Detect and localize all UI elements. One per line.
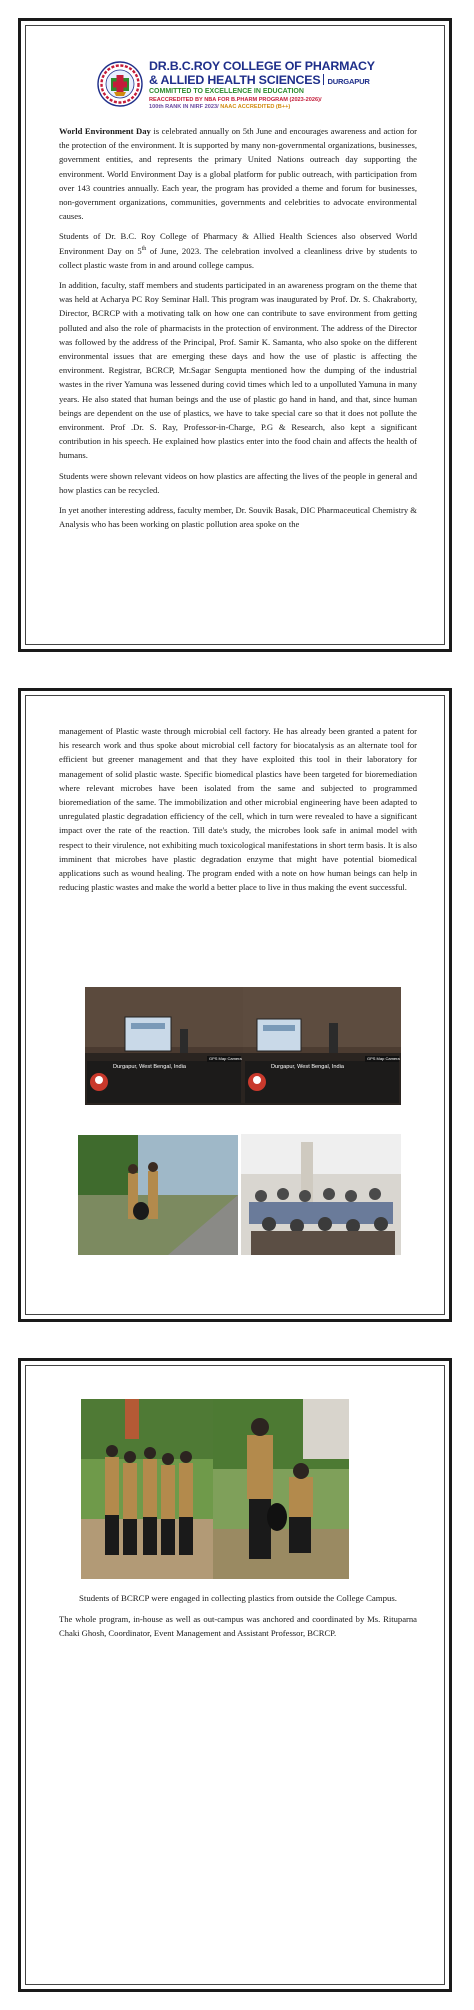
logo-city: DURGAPUR [327, 77, 370, 86]
logo-allied: & ALLIED HEALTH SCIENCES [149, 73, 321, 87]
logo-motto: COMMITTED TO EXCELLENCE IN EDUCATION [149, 88, 304, 95]
paragraph: In yet another interesting address, faculty member, Dr. Souvik Basak, DIC Pharmaceutical Chemistry & Analysis who has been working on plastic pollution area spoke on the [59, 505, 417, 530]
seminar-hall-photo-1 [85, 987, 243, 1105]
paragraph: The whole program, in-house as well as out-campus was anchored and coordinated by Ms. Rituparna Chaki Ghosh, Coordinator, Event Management and Assistant Professor, BCRCP. [59, 1614, 417, 1639]
college-seal-icon [97, 61, 143, 107]
logo-college-name-line2 [149, 73, 370, 87]
page-2 [18, 688, 452, 1322]
logo-nirf: 100th RANK IN NIRF 2023/ [149, 104, 219, 110]
paragraph: management of Plastic waste through microbial cell factory. He has already been granted a patent for his research work and thus spoke about microbial cell factory for biocatalysis as an alternate tool for efficient but greener management and that they have exploited this tool in their laboratory for management of solid plastic waste. Specific biomedical plastics have been targeted for bioremediation where relevant microbes have been isolated from the same and subjected to programmed bioremediation of the same. The immobilization and other microbial engineering have been adapted to unregulated plastic degradation efficiency of the cell, which in turn were revealed to have a significant impact over the rate of the reaction. Till date's study, the microbes look safe in animal model with respect to their virulence, not exhibiting much toxicological manifestations in short term basis. It is also imminent that microbes have plastic degradation enzyme that might have potential biomedical applications such as wound healing. The program ended with a note on how human beings can help in reducing plastic wastes and make the world a better place to live in thus making the event successful. [59, 726, 417, 893]
logo-divider [323, 74, 324, 85]
gps-camera-tag: GPS Map Camera [367, 1056, 400, 1061]
logo-nba: REACCREDITED BY NBA FOR B.PHARM PROGRAM (2023-2026)/ [149, 97, 322, 103]
page-1-body [59, 124, 417, 537]
page-2-body [59, 724, 417, 900]
logo-nirf-naac [149, 104, 290, 110]
students-collecting-photo [213, 1399, 349, 1579]
paragraph-text: is celebrated annually on 5th June and encourages awareness and action for the protection of the environment. It is supported by many non-governmental organizations, businesses, government entities, and represents the primary United Nations outreach day supporting the environment. World Environment Day is a global platform for public outreach, with participation from over 143 countries annually. Each year, the program has provided a theme and forum for businesses, non-government organizations, communities, governments and celebrities to advocate environmental causes. [59, 126, 418, 222]
page-3 [18, 1358, 452, 1992]
college-logo [97, 57, 387, 119]
page-1 [18, 18, 452, 652]
students-group-photo [81, 1399, 217, 1579]
paragraph [59, 229, 417, 272]
gps-camera-tag: GPS Map Camera [209, 1056, 242, 1061]
seminar-photo-icon [243, 987, 401, 1105]
students-photo-icon [81, 1399, 217, 1579]
students-photo-icon [213, 1399, 349, 1579]
paragraph-text: Students of Dr. B.C. Roy College of Pharmacy & Allied Health Sciences also observed World Environment Day on 5 [59, 231, 417, 256]
logo-college-name: DR.B.C.ROY COLLEGE OF PHARMACY [149, 59, 375, 73]
audience-photo-icon [241, 1134, 401, 1255]
photo-caption: Students of BCRCP were engaged in collecting plastics from outside the College Campus. [78, 1593, 398, 1603]
gps-location-label: Durgapur, West Bengal, India [271, 1064, 344, 1070]
event-name: World Environment Day [59, 126, 151, 136]
logo-naac: NAAC ACCREDITED (B++) [218, 104, 291, 110]
paragraph-text: of June, 2023. The celebration involved a cleanliness drive by students to collect plastic waste from in and around college campus. [59, 245, 417, 270]
seminar-photo-icon [85, 987, 243, 1105]
page-3-body [59, 1612, 417, 1646]
paragraph: Students were shown relevant videos on how plastics are affecting the lives of the people in general and how plastics can be recycled. [59, 470, 417, 495]
ordinal-suffix: th [141, 245, 147, 252]
paragraph: In addition, faculty, staff members and students participated in an awareness program on the theme that was held at Acharya PC Roy Seminar Hall. This program was inaugurated by Prof. Dr. S. Chakraborty, Director, BCRCP with a motivating talk on how one can contribute to save environment from getting polluted and also the role of pharmacists in the protection of environment. The address of the Director was followed by the address of the Principal, Prof. Samir K. Samanta, who also spoke on the different environmental issues that are emerging these days and how the use of plastic is affecting the environment. Registrar, BCRCP, Mr.Sagar Sengupta mentioned how the dumping of the industrial wastes in the river Yamuna was lessened during covid times which led to a unpolluted Yamuna in many years. He also stated that human beings and the use of plastic go hand in hand, and that, since human beings are dependent on the use of plastics, we have to take special care so that it does not pollute the environment. Prof .Dr. S. Ray, Professor-in-Charge, P.G & Research, also kept a significant contribution in his speech. He explained how plastics enter into the food chain and affects the health of humans. [59, 280, 417, 461]
cleanliness-drive-photo [78, 1135, 238, 1255]
audience-photo [241, 1134, 401, 1255]
outdoor-photo-icon [78, 1135, 238, 1255]
paragraph [59, 124, 417, 223]
gps-location-label: Durgapur, West Bengal, India [113, 1064, 186, 1070]
seminar-hall-photo-2 [243, 987, 401, 1105]
